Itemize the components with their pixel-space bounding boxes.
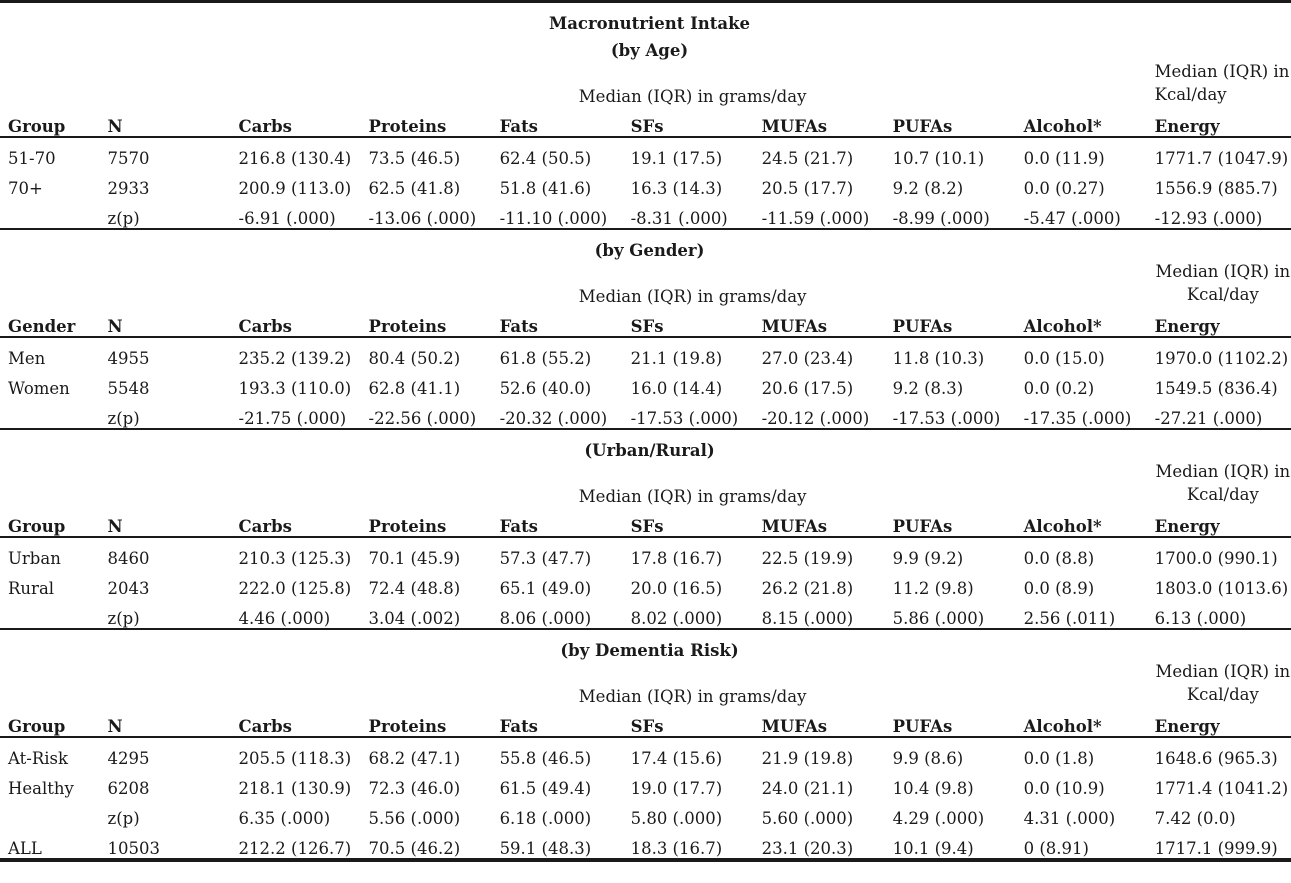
table-row (0, 568, 1291, 598)
table-cell: 65.1 (49.0) (499, 579, 592, 598)
column-header: Alcohol* (1016, 506, 1147, 537)
table-cell: 218.1 (130.9) (238, 779, 352, 798)
table-cell: 5.56 (.000) (368, 809, 461, 828)
table-cell: 55.8 (46.5) (499, 749, 592, 768)
table-cell: 8.02 (.000) (623, 598, 754, 629)
table-cell: 10.1 (9.4) (885, 828, 1016, 860)
table-cell: 1700.0 (990.1) (1154, 549, 1278, 568)
unit-spacer (0, 60, 231, 106)
table-cell: 70+ (8, 179, 43, 198)
unit-spacer (0, 660, 231, 706)
section-subtitle: (by Gender) (594, 241, 705, 260)
table-cell: 20.6 (17.5) (761, 379, 854, 398)
table-row (0, 398, 1291, 429)
table-cell: z(p) (100, 598, 231, 629)
table-cell: 72.4 (48.8) (368, 579, 461, 598)
table-cell: -13.06 (.000) (361, 198, 492, 229)
table-cell: -21.75 (.000) (231, 398, 361, 429)
table-cell: 72.3 (46.0) (368, 779, 461, 798)
table-cell: 52.6 (40.0) (499, 379, 592, 398)
column-header: PUFAs (885, 506, 1016, 537)
column-header: SFs (623, 506, 754, 537)
table-cell: 57.3 (47.7) (499, 549, 592, 568)
column-header: MUFAs (754, 506, 885, 537)
table-cell: 80.4 (50.2) (368, 349, 461, 368)
table-cell: 18.3 (16.7) (623, 828, 754, 860)
column-header: MUFAs (754, 306, 885, 337)
table-cell: -5.47 (.000) (1016, 198, 1147, 229)
table-cell: 62.8 (41.1) (368, 379, 461, 398)
table-cell: z(p) (100, 398, 231, 429)
table-cell: 5.80 (.000) (630, 809, 723, 828)
table-cell: 70.5 (46.2) (361, 828, 492, 860)
table-cell: 19.0 (17.7) (630, 779, 723, 798)
table-cell: 1803.0 (1013.6) (1154, 579, 1289, 598)
table-cell: Healthy (8, 779, 74, 798)
table-cell (0, 398, 100, 429)
table-cell (0, 198, 100, 229)
table-cell: 24.0 (21.1) (761, 779, 854, 798)
table-cell: 3.04 (.002) (361, 598, 492, 629)
table-cell: -6.91 (.000) (231, 198, 361, 229)
table-cell: 0.0 (1.8) (1023, 749, 1095, 768)
table-cell: 2043 (107, 579, 150, 598)
table-row (0, 798, 1291, 828)
column-header: SFs (623, 106, 754, 137)
table-cell: 6.13 (.000) (1147, 598, 1291, 629)
table-cell: -11.59 (.000) (754, 198, 885, 229)
table-cell (0, 798, 100, 828)
table-cell: 9.9 (9.2) (892, 549, 964, 568)
column-header: SFs (623, 306, 754, 337)
column-header: Group (0, 706, 100, 737)
column-header-row (0, 106, 1291, 137)
column-header: PUFAs (885, 706, 1016, 737)
table-cell: 4295 (107, 749, 150, 768)
table-cell: 16.0 (14.4) (630, 379, 723, 398)
table-cell: 6.18 (.000) (499, 809, 592, 828)
table-cell: 20.0 (16.5) (630, 579, 723, 598)
table-cell: 0.0 (11.9) (1023, 149, 1105, 168)
table-cell: 59.1 (48.3) (492, 828, 623, 860)
table-cell: 193.3 (110.0) (238, 379, 352, 398)
table-cell: 4955 (107, 349, 150, 368)
grams-unit-label: Median (IQR) in grams/day (578, 287, 807, 306)
column-header: PUFAs (885, 106, 1016, 137)
column-header: N (100, 306, 231, 337)
table-cell: 20.5 (17.7) (761, 179, 854, 198)
table-cell: 222.0 (125.8) (238, 579, 352, 598)
table-cell: 22.5 (19.9) (761, 549, 854, 568)
table-cell: -11.10 (.000) (492, 198, 623, 229)
table-cell: 7.42 (0.0) (1154, 809, 1236, 828)
table-cell: 6.35 (.000) (238, 809, 331, 828)
table-row (0, 768, 1291, 798)
table-cell: 0.0 (8.9) (1023, 579, 1095, 598)
table-cell: Urban (8, 549, 61, 568)
column-header: Proteins (361, 506, 492, 537)
table-cell: 17.8 (16.7) (630, 549, 723, 568)
table-cell: 7570 (107, 149, 150, 168)
unit-label-row (0, 260, 1291, 306)
column-header: Fats (492, 706, 623, 737)
table-cell: -17.53 (.000) (885, 398, 1016, 429)
table-cell: -8.99 (.000) (885, 198, 1016, 229)
column-header: Gender (0, 306, 100, 337)
table-cell: 11.2 (9.8) (892, 579, 974, 598)
table-cell: 1771.7 (1047.9) (1154, 149, 1289, 168)
table-cell: 9.9 (8.6) (892, 749, 964, 768)
table-title-row (0, 2, 1291, 34)
table-row (0, 168, 1291, 198)
table-cell: 70.1 (45.9) (368, 549, 461, 568)
column-header: Energy (1147, 106, 1291, 137)
column-header: Alcohol* (1016, 106, 1147, 137)
table-cell: 5.60 (.000) (761, 809, 854, 828)
column-header: Group (0, 106, 100, 137)
table-cell: 62.5 (41.8) (368, 179, 461, 198)
table-cell: z(p) (100, 198, 231, 229)
table-row (0, 737, 1291, 768)
table-row (0, 828, 1291, 860)
unit-spacer (0, 260, 231, 306)
table-cell (0, 598, 100, 629)
table-cell: 11.8 (10.3) (892, 349, 985, 368)
table-cell: 205.5 (118.3) (238, 749, 352, 768)
kcal-unit-label: Median (IQR) in Kcal/day (1155, 462, 1291, 504)
section-subtitle-row (0, 629, 1291, 660)
table-cell: 61.5 (49.4) (499, 779, 592, 798)
table-cell: -17.53 (.000) (623, 398, 754, 429)
table-cell: 62.4 (50.5) (499, 149, 592, 168)
table-cell: 23.1 (20.3) (754, 828, 885, 860)
table-cell: 0.0 (15.0) (1023, 349, 1105, 368)
table-row (0, 137, 1291, 168)
table-cell: 27.0 (23.4) (761, 349, 854, 368)
column-header-row (0, 506, 1291, 537)
table-row (0, 537, 1291, 568)
table-cell: 1771.4 (1041.2) (1154, 779, 1289, 798)
table-cell: 200.9 (113.0) (238, 179, 352, 198)
section-subtitle-row (0, 229, 1291, 260)
column-header: Carbs (231, 306, 361, 337)
table-cell: 24.5 (21.7) (761, 149, 854, 168)
table-cell: 0 (8.91) (1016, 828, 1147, 860)
table-row (0, 198, 1291, 229)
table-cell: 10.4 (9.8) (892, 779, 974, 798)
column-header: Carbs (231, 506, 361, 537)
table-cell: 0.0 (10.9) (1023, 779, 1105, 798)
table-cell: 5548 (107, 379, 150, 398)
table-cell: 210.3 (125.3) (238, 549, 352, 568)
table-cell: 73.5 (46.5) (368, 149, 461, 168)
table-cell: 235.2 (139.2) (238, 349, 352, 368)
table-cell: -22.56 (.000) (361, 398, 492, 429)
section-subtitle: (by Age) (610, 41, 689, 60)
table-cell: 1549.5 (836.4) (1154, 379, 1278, 398)
kcal-unit-label: Median (IQR) in Kcal/day (1155, 262, 1291, 304)
unit-spacer (0, 460, 231, 506)
unit-label-row (0, 660, 1291, 706)
column-header: Carbs (231, 706, 361, 737)
table-cell: 17.4 (15.6) (630, 749, 723, 768)
table-cell: 9.2 (8.2) (892, 179, 964, 198)
column-header: Energy (1147, 506, 1291, 537)
table-cell: -20.12 (.000) (754, 398, 885, 429)
table-row (0, 368, 1291, 398)
column-header: Energy (1147, 706, 1291, 737)
table-cell: 21.1 (19.8) (630, 349, 723, 368)
table-cell: ALL (0, 828, 100, 860)
table-row (0, 598, 1291, 629)
column-header: Alcohol* (1016, 306, 1147, 337)
table-cell: 8.15 (.000) (754, 598, 885, 629)
table-row (0, 337, 1291, 368)
table-cell: 6208 (107, 779, 150, 798)
table-cell: 8460 (107, 549, 150, 568)
table-cell: 1556.9 (885.7) (1154, 179, 1278, 198)
table-cell: 10.7 (10.1) (892, 149, 985, 168)
column-header: PUFAs (885, 306, 1016, 337)
table-cell: 4.29 (.000) (892, 809, 985, 828)
table-cell: 51.8 (41.6) (499, 179, 592, 198)
table-cell: 26.2 (21.8) (761, 579, 854, 598)
column-header: N (100, 106, 231, 137)
table-cell: 51-70 (8, 149, 56, 168)
table-cell: 19.1 (17.5) (630, 149, 723, 168)
table-cell: 4.31 (.000) (1023, 809, 1116, 828)
table-cell: 0.0 (8.8) (1023, 549, 1095, 568)
section-subtitle-row (0, 33, 1291, 60)
table-cell: 1717.1 (999.9) (1147, 828, 1291, 860)
column-header: N (100, 706, 231, 737)
column-header: Proteins (361, 106, 492, 137)
grams-unit-label: Median (IQR) in grams/day (578, 87, 807, 106)
table-cell: 8.06 (.000) (492, 598, 623, 629)
column-header-row (0, 306, 1291, 337)
table-cell: Rural (8, 579, 55, 598)
column-header-row (0, 706, 1291, 737)
column-header: Fats (492, 306, 623, 337)
table-cell: 68.2 (47.1) (368, 749, 461, 768)
unit-label-row (0, 60, 1291, 106)
table-cell: -12.93 (.000) (1147, 198, 1291, 229)
grams-unit-label: Median (IQR) in grams/day (578, 687, 807, 706)
table-cell: 9.2 (8.3) (892, 379, 964, 398)
grams-unit-label: Median (IQR) in grams/day (578, 487, 807, 506)
column-header: Alcohol* (1016, 706, 1147, 737)
column-header: N (100, 506, 231, 537)
column-header: Fats (492, 106, 623, 137)
table-cell: 0.0 (0.27) (1023, 179, 1105, 198)
column-header: Proteins (361, 706, 492, 737)
table-cell: 1648.6 (965.3) (1154, 749, 1278, 768)
table-cell: At-Risk (8, 749, 68, 768)
section-subtitle-row (0, 429, 1291, 460)
table-cell: -20.32 (.000) (492, 398, 623, 429)
table-cell: -17.35 (.000) (1016, 398, 1147, 429)
table-cell: -8.31 (.000) (623, 198, 754, 229)
table-cell: z(p) (107, 809, 140, 828)
column-header: Group (0, 506, 100, 537)
column-header: SFs (623, 706, 754, 737)
column-header: MUFAs (754, 106, 885, 137)
table-cell: 2933 (107, 179, 150, 198)
table-cell: 1970.0 (1102.2) (1154, 349, 1289, 368)
column-header: Energy (1147, 306, 1291, 337)
table-cell: -27.21 (.000) (1147, 398, 1291, 429)
table-cell: 2.56 (.011) (1016, 598, 1147, 629)
column-header: Proteins (361, 306, 492, 337)
table-title: Macronutrient Intake (0, 2, 1291, 34)
table-cell: Men (8, 349, 46, 368)
table-cell: 4.46 (.000) (231, 598, 361, 629)
kcal-unit-label: Median (IQR) in Kcal/day (1154, 62, 1290, 104)
column-header: MUFAs (754, 706, 885, 737)
section-subtitle: (by Dementia Risk) (560, 641, 739, 660)
table-cell: 216.8 (130.4) (238, 149, 352, 168)
table-cell: Women (8, 379, 70, 398)
section-subtitle: (Urban/Rural) (584, 441, 715, 460)
table-cell: 5.86 (.000) (885, 598, 1016, 629)
table-cell: 21.9 (19.8) (761, 749, 854, 768)
table-cell: 61.8 (55.2) (499, 349, 592, 368)
column-header: Carbs (231, 106, 361, 137)
table-cell: 212.2 (126.7) (231, 828, 361, 860)
unit-label-row (0, 460, 1291, 506)
table-cell: 16.3 (14.3) (630, 179, 723, 198)
kcal-unit-label: Median (IQR) in Kcal/day (1155, 662, 1291, 704)
table-cell: 10503 (100, 828, 231, 860)
table-cell: 0.0 (0.2) (1023, 379, 1095, 398)
column-header: Fats (492, 506, 623, 537)
